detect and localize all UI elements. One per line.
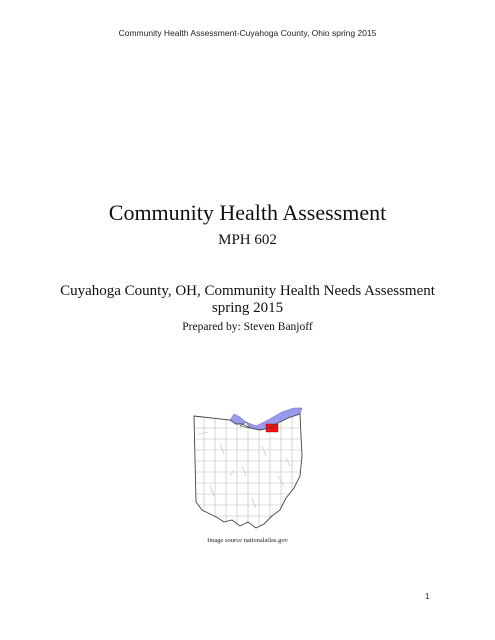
- course-code: MPH 602: [218, 232, 277, 248]
- subtitle-line-1: Cuyahoga County, OH, Community Health Needs Assessment: [60, 283, 435, 299]
- page-number: 1: [425, 592, 430, 601]
- subtitle-line-2: spring 2015: [211, 300, 284, 316]
- running-header: Community Health Assessment-Cuyahoga County, Ohio spring 2015: [118, 28, 377, 38]
- prepared-by: Prepared by: Steven Banjoff: [182, 321, 313, 333]
- ohio-county-map: [190, 406, 306, 532]
- document-title: Community Health Assessment: [108, 200, 387, 225]
- figure-caption: Image source nationalatlas.gov: [207, 537, 288, 544]
- document-subtitle: [40, 283, 455, 317]
